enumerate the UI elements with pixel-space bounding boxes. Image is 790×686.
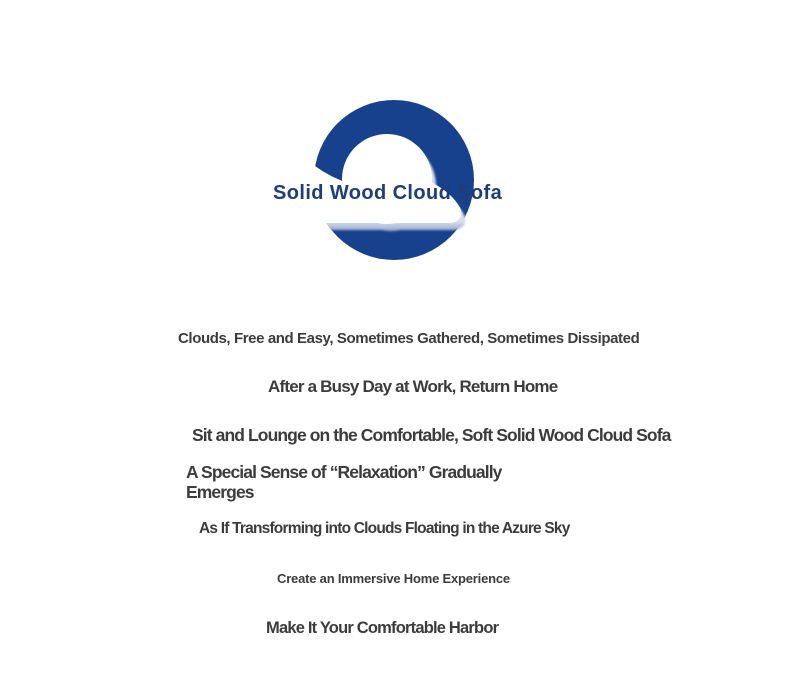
tagline-transforming-into-clouds: As If Transforming into Clouds Floating in the Azure Sky [199, 520, 570, 537]
tagline-sit-and-lounge: Sit and Lounge on the Comfortable, Soft Solid Wood Cloud Sofa [192, 425, 671, 445]
tagline-sense-of-relaxation [186, 463, 501, 502]
tagline-sense-of-relaxation-line2: Emerges [186, 481, 254, 502]
logo-title: Solid Wood Cloud Sofa [273, 182, 503, 204]
tagline-comfortable-harbor: Make It Your Comfortable Harbor [266, 619, 499, 637]
tagline-clouds-free-easy: Clouds, Free and Easy, Sometimes Gathered, Sometimes Dissipated [178, 330, 640, 347]
tagline-sense-of-relaxation-line1: A Special Sense of “Relaxation” Gradually [186, 462, 502, 482]
tagline-immersive-home-experience: Create an Immersive Home Experience [277, 571, 510, 586]
tagline-after-busy-day: After a Busy Day at Work, Return Home [268, 377, 558, 396]
